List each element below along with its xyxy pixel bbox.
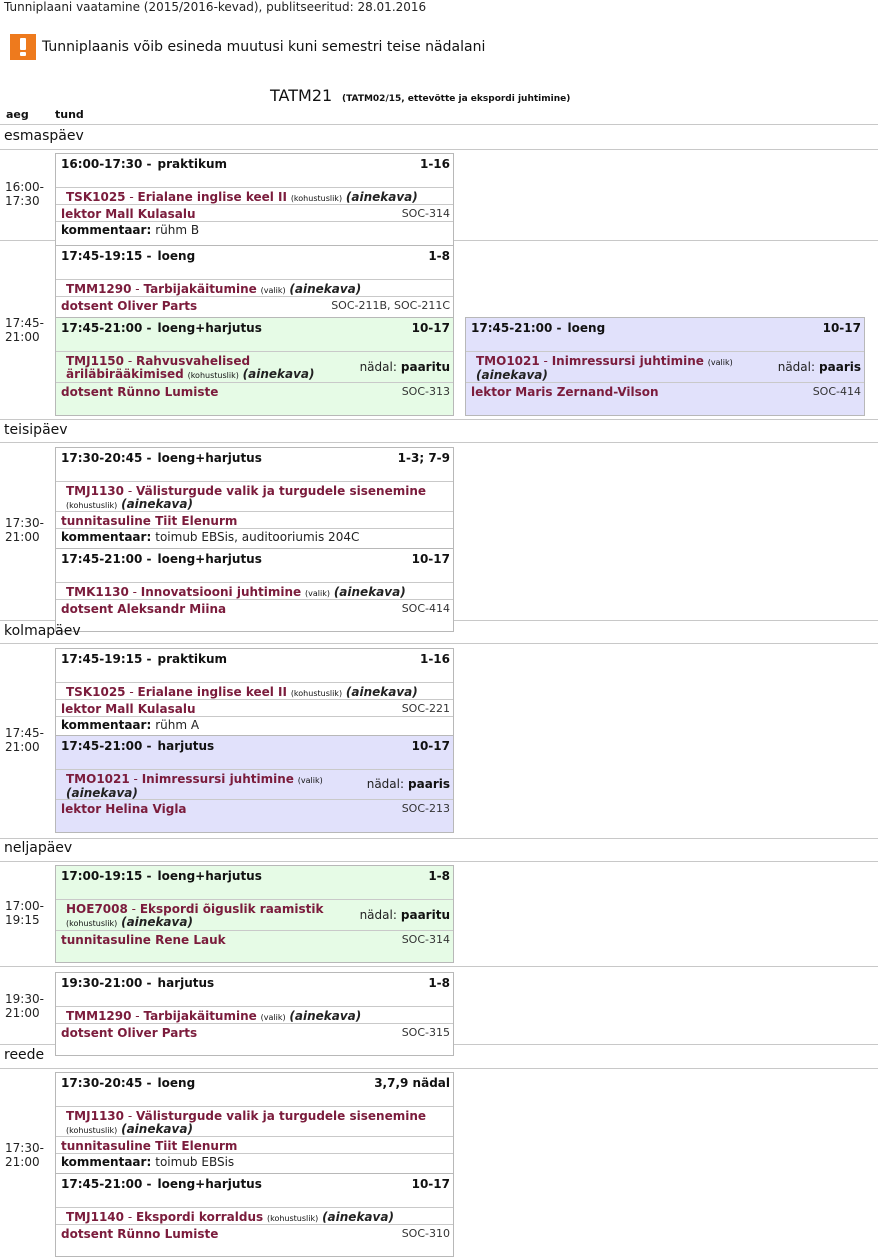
subject-link[interactable]: TMM1290 - Tarbijakäitumine (valik) (ainekava) [66, 282, 362, 296]
subject-name[interactable]: Välisturgude valik ja turgudele sisenemine [135, 484, 427, 498]
comment-label: kommentaar: [61, 1155, 152, 1169]
lesson-subject-row [466, 351, 864, 382]
time-slot-label: 17:30- 21:00 [5, 1141, 44, 1169]
notice [10, 34, 485, 60]
teacher-link[interactable]: lektor Mall Kulasalu [61, 207, 196, 221]
lesson-time-kind [61, 869, 262, 883]
week-parity-value: paaritu [400, 907, 450, 922]
lesson-card[interactable] [55, 735, 454, 833]
lesson-subject-row [56, 1207, 453, 1224]
lesson-subject-row [56, 1106, 453, 1136]
lesson-time: 17:45-21:00 - [61, 552, 152, 566]
subject-link[interactable]: TMO1021 - Inimressursi juhtimine (valik) (ainekava) [476, 354, 733, 382]
week-parity [778, 360, 861, 374]
subject-type: (valik) [260, 1013, 286, 1022]
teacher-link[interactable]: lektor Helina Vigla [61, 802, 187, 816]
curriculum-link[interactable]: (ainekava) [66, 786, 138, 800]
lesson-time: 17:30-20:45 - [61, 1076, 152, 1090]
lesson-weeks: 3,7,9 nädal [374, 1076, 450, 1090]
lesson-card[interactable] [55, 317, 454, 416]
subject-code[interactable]: TMJ1130 [66, 484, 124, 498]
curriculum-link[interactable]: (ainekava) [289, 282, 362, 296]
lesson-time-kind [61, 652, 227, 666]
week-parity-value: paaris [408, 777, 450, 791]
subject-code[interactable]: TMK1130 [66, 585, 129, 599]
lesson-time: 19:30-21:00 - [61, 976, 152, 990]
lesson-subject-row [56, 769, 453, 799]
lesson-subject-row [56, 279, 453, 296]
subject-name[interactable]: Innovatsiooni juhtimine [140, 585, 302, 599]
subject-link[interactable]: TMO1021 - Inimressursi juhtimine (valik) (ainekava) [66, 772, 323, 800]
subject-name[interactable]: Ekspordi õiguslik raamistik [139, 902, 324, 916]
slot-divider [0, 419, 878, 420]
teacher-link[interactable]: tunnitasuline Rene Lauk [61, 933, 226, 947]
week-parity-label: nädal: [366, 777, 405, 791]
subject-code[interactable]: TMM1290 [66, 1009, 132, 1023]
lesson-time-kind [61, 321, 262, 335]
teacher-link[interactable]: dotsent Oliver Parts [61, 299, 198, 313]
lesson-kind: loeng+harjutus [157, 1177, 262, 1191]
day-divider [0, 149, 878, 150]
subject-type: (kohustuslik) [66, 919, 118, 928]
lesson-header-row [56, 1174, 453, 1207]
lesson-time: 17:45-19:15 - [61, 249, 152, 263]
lesson-card[interactable] [55, 1072, 454, 1186]
lesson-card[interactable] [55, 153, 454, 253]
subject-type: (valik) [707, 358, 733, 367]
lesson-kind: harjutus [157, 739, 215, 753]
curriculum-link[interactable]: (ainekava) [322, 1210, 394, 1224]
subject-type: (kohustuslik) [66, 1126, 118, 1135]
lesson-header-row [56, 1073, 453, 1106]
lesson-header-row [56, 318, 453, 351]
lesson-header-row [56, 973, 453, 1006]
day-label: teisipäev [4, 422, 68, 438]
subject-name[interactable]: Inimressursi juhtimine [141, 772, 294, 786]
lesson-time: 17:45-21:00 - [471, 321, 562, 335]
header-divider [0, 124, 878, 125]
lesson-time: 16:00-17:30 - [61, 157, 152, 171]
lesson-teacher-row [56, 1136, 453, 1153]
lesson-subject-row [56, 1006, 453, 1023]
teacher-link[interactable]: dotsent Oliver Parts [61, 1026, 198, 1040]
room-link[interactable]: SOC-414 [812, 385, 861, 398]
lesson-kind: loeng [157, 249, 196, 263]
lesson-teacher-row [56, 799, 453, 817]
warning-icon [10, 34, 36, 60]
subject-link[interactable]: TMJ1130 - Välisturgude valik ja turgudele sisenemine (kohustuslik) (ainekava) [66, 1109, 427, 1136]
curriculum-link[interactable]: (ainekava) [242, 367, 315, 381]
curriculum-link[interactable]: (ainekava) [333, 585, 406, 599]
lesson-weeks: 1-8 [428, 249, 450, 263]
lesson-time-kind [61, 451, 262, 465]
lesson-subject-row [56, 481, 453, 511]
lesson-weeks: 1-3; 7-9 [397, 451, 450, 465]
lesson-card[interactable] [55, 865, 454, 963]
lesson-card[interactable] [55, 1173, 454, 1257]
curriculum-link[interactable]: (ainekava) [476, 368, 548, 382]
subject-name[interactable]: Erialane inglise keel II [137, 190, 287, 204]
day-label: kolmapäev [4, 623, 81, 639]
lesson-teacher-row [56, 699, 453, 716]
lesson-subject-row [56, 582, 453, 599]
subject-link[interactable]: TMJ1140 - Ekspordi korraldus (kohustuslik) (ainekava) [66, 1210, 394, 1224]
lesson-header-row [56, 736, 453, 769]
subject-link[interactable]: TSK1025 - Erialane inglise keel II (kohustuslik) (ainekava) [66, 190, 418, 204]
subject-code[interactable]: TSK1025 [66, 685, 126, 699]
lesson-card[interactable] [55, 648, 454, 749]
comment-text: toimub EBSis [155, 1155, 235, 1169]
lesson-kind: loeng+harjutus [157, 321, 262, 335]
lesson-weeks: 10-17 [411, 321, 450, 335]
subject-code[interactable]: TMJ1130 [66, 1109, 124, 1123]
subject-name[interactable]: Erialane inglise keel II [137, 685, 287, 699]
lesson-kind: loeng+harjutus [157, 869, 262, 883]
day-label: esmaspäev [4, 128, 84, 144]
lesson-header-row [56, 154, 453, 187]
curriculum-link[interactable]: (ainekava) [121, 1122, 193, 1136]
lesson-kind: praktikum [157, 652, 228, 666]
curriculum-link[interactable]: (ainekava) [121, 497, 193, 511]
lesson-teacher-row [56, 599, 453, 616]
teacher-link[interactable]: tunnitasuline Tiit Elenurm [61, 1139, 238, 1153]
lesson-card[interactable] [55, 972, 454, 1056]
lesson-subject-row [56, 187, 453, 204]
comment-label: kommentaar: [61, 718, 152, 732]
day-divider [0, 1068, 878, 1069]
time-slot-label: 19:30- 21:00 [5, 992, 44, 1020]
group-header [270, 86, 570, 105]
room-link[interactable]: SOC-211B, SOC-211C [331, 299, 450, 312]
subject-name[interactable]: Välisturgude valik ja turgudele sisenemine [135, 1109, 427, 1123]
comment-text: toimub EBSis, auditooriumis 204C [155, 530, 360, 544]
lesson-time-kind [61, 157, 227, 171]
subject-type: (kohustuslik) [266, 1214, 319, 1223]
curriculum-link[interactable]: (ainekava) [289, 1009, 362, 1023]
page-title: Tunniplaani vaatamine (2015/2016-kevad), publitseeritud: 28.01.2016 [4, 0, 427, 14]
subject-code[interactable]: TMJ1140 [66, 1210, 124, 1224]
subject-name[interactable]: Inimressursi juhtimine [551, 354, 704, 368]
week-parity-value: paaris [819, 359, 861, 374]
column-time-header: aeg [6, 108, 29, 121]
lesson-teacher-row [56, 204, 453, 221]
room-link[interactable]: SOC-315 [401, 1026, 450, 1039]
lesson-card[interactable] [55, 548, 454, 632]
comment-label: kommentaar: [61, 223, 152, 237]
lesson-time-kind [61, 1076, 195, 1090]
lesson-teacher-row [56, 511, 453, 528]
lesson-weeks: 1-16 [419, 157, 450, 171]
lesson-weeks: 1-8 [428, 976, 450, 990]
lesson-teacher-row [56, 930, 453, 947]
lesson-subject-row [56, 351, 453, 382]
lesson-time: 17:45-21:00 - [61, 1177, 152, 1191]
lesson-teacher-row [466, 382, 864, 400]
slot-divider [0, 966, 878, 967]
room-link[interactable]: SOC-314 [401, 207, 450, 220]
lesson-comment [61, 718, 199, 732]
subject-type: (valik) [260, 286, 286, 295]
subject-code[interactable]: TMO1021 [66, 772, 130, 786]
subject-name[interactable]: Ekspordi korraldus [135, 1210, 264, 1224]
lesson-header-row [56, 866, 453, 899]
lesson-header-row [56, 448, 453, 481]
subject-code[interactable]: TSK1025 [66, 190, 126, 204]
room-link[interactable]: SOC-310 [401, 1227, 450, 1240]
lesson-time: 17:30-20:45 - [61, 451, 152, 465]
day-divider [0, 643, 878, 644]
lesson-time: 17:00-19:15 - [61, 869, 152, 883]
lesson-teacher-row [56, 1023, 453, 1040]
lesson-kind: loeng+harjutus [157, 552, 262, 566]
lesson-header-row [56, 549, 453, 582]
lesson-card[interactable] [465, 317, 865, 416]
time-slot-label: 17:00- 19:15 [5, 899, 44, 927]
time-slot-label: 16:00- 17:30 [5, 180, 44, 208]
lesson-time-kind [61, 739, 214, 753]
curriculum-link[interactable]: (ainekava) [345, 685, 418, 699]
teacher-link[interactable]: dotsent Aleksandr Miina [61, 602, 227, 616]
room-link[interactable]: SOC-313 [401, 385, 450, 398]
lesson-time-kind [61, 976, 214, 990]
subject-code[interactable]: TMO1021 [476, 354, 540, 368]
room-link[interactable]: SOC-314 [401, 933, 450, 946]
lesson-subject-row [56, 682, 453, 699]
subject-name[interactable]: Rahvusvahelised äriläbirääkimised [66, 354, 251, 381]
week-parity-label: nädal: [777, 359, 816, 374]
subject-type: (kohustuslik) [187, 371, 239, 380]
teacher-link[interactable]: lektor Mall Kulasalu [61, 702, 196, 716]
lesson-time: 17:45-21:00 - [61, 321, 152, 335]
comment-text: rühm B [155, 223, 200, 237]
day-label: neljapäev [4, 840, 73, 856]
lesson-weeks: 10-17 [411, 552, 450, 566]
lesson-weeks: 10-17 [411, 739, 450, 753]
subject-link[interactable]: TMJ1150 - Rahvusvahelised äriläbirääkimised (kohustuslik) (ainekava) [66, 354, 315, 381]
lesson-time-kind [61, 1177, 262, 1191]
slot-divider [0, 838, 878, 839]
comment-label: kommentaar: [61, 530, 152, 544]
week-parity [360, 360, 450, 374]
time-slot-label: 17:45- 21:00 [5, 316, 44, 344]
teacher-link[interactable]: tunnitasuline Tiit Elenurm [61, 514, 238, 528]
room-link[interactable]: SOC-213 [401, 802, 450, 815]
week-parity-value: paaritu [400, 359, 450, 374]
subject-type: (valik) [305, 589, 330, 598]
lesson-time-kind [471, 321, 605, 335]
lesson-kind: praktikum [157, 157, 228, 171]
lesson-card[interactable] [55, 447, 454, 561]
curriculum-link[interactable]: (ainekava) [345, 190, 418, 204]
subject-type: (kohustuslik) [290, 689, 343, 698]
room-link[interactable]: SOC-414 [401, 602, 450, 615]
lesson-comment [61, 1155, 234, 1169]
day-label: reede [4, 1047, 45, 1063]
subject-type: (kohustuslik) [66, 501, 118, 510]
lesson-header-row [56, 649, 453, 682]
subject-name[interactable]: Tarbijakäitumine [143, 1009, 257, 1023]
lesson-kind: loeng+harjutus [157, 451, 262, 465]
teacher-link[interactable]: dotsent Rünno Lumiste [61, 385, 219, 399]
subject-code[interactable]: HOE7008 [66, 902, 128, 916]
lesson-comment [61, 223, 199, 237]
lesson-header-row [56, 246, 453, 279]
room-link[interactable]: SOC-221 [401, 702, 450, 715]
week-parity-label: nädal: [359, 907, 397, 922]
curriculum-link[interactable]: (ainekava) [121, 915, 193, 929]
time-slot-label: 17:30- 21:00 [5, 516, 44, 544]
subject-link[interactable]: TSK1025 - Erialane inglise keel II (kohustuslik) (ainekava) [66, 685, 418, 699]
week-parity [367, 777, 450, 791]
day-divider [0, 442, 878, 443]
group-code: TATM21 [270, 86, 333, 105]
lesson-weeks: 1-16 [419, 652, 450, 666]
lesson-time: 17:45-21:00 - [61, 739, 152, 753]
lesson-comment [61, 530, 359, 544]
subject-code[interactable]: TMJ1150 [66, 354, 124, 368]
lesson-teacher-row [56, 382, 453, 400]
lesson-teacher-row [56, 1224, 453, 1241]
subject-name[interactable]: Tarbijakäitumine [143, 282, 257, 296]
lesson-kind: loeng [567, 321, 606, 335]
lesson-time-kind [61, 552, 262, 566]
teacher-link[interactable]: dotsent Rünno Lumiste [61, 1227, 219, 1241]
subject-link[interactable]: TMJ1130 - Välisturgude valik ja turgudele sisenemine (kohustuslik) (ainekava) [66, 484, 427, 511]
notice-text: Tunniplaanis võib esineda muutusi kuni semestri teise nädalani [42, 39, 486, 55]
week-parity [360, 908, 450, 922]
comment-text: rühm A [155, 718, 200, 732]
subject-type: (valik) [297, 776, 323, 785]
day-divider [0, 861, 878, 862]
lesson-time: 17:45-19:15 - [61, 652, 152, 666]
column-lesson-header: tund [55, 108, 84, 121]
group-description: (TATM02/15, ettevõtte ja ekspordi juhtimine) [342, 94, 571, 104]
lesson-kind: harjutus [157, 976, 215, 990]
lesson-time-kind [61, 249, 195, 263]
week-parity-label: nädal: [359, 359, 397, 374]
subject-link[interactable]: HOE7008 - Ekspordi õiguslik raamistik (kohustuslik) (ainekava) [66, 902, 324, 929]
time-slot-label: 17:45- 21:00 [5, 726, 44, 754]
lesson-kind: loeng [157, 1076, 196, 1090]
lesson-weeks: 10-17 [411, 1177, 450, 1191]
subject-link[interactable]: TMK1130 - Innovatsiooni juhtimine (valik) (ainekava) [66, 585, 406, 599]
teacher-link[interactable]: lektor Maris Zernand-Vilson [471, 385, 659, 399]
lesson-header-row [466, 318, 864, 351]
subject-link[interactable]: TMM1290 - Tarbijakäitumine (valik) (ainekava) [66, 1009, 362, 1023]
lesson-teacher-row [56, 296, 453, 313]
lesson-weeks: 10-17 [822, 321, 861, 335]
subject-type: (kohustuslik) [290, 194, 343, 203]
lesson-weeks: 1-8 [428, 869, 450, 883]
lesson-subject-row [56, 899, 453, 930]
subject-code[interactable]: TMM1290 [66, 282, 132, 296]
